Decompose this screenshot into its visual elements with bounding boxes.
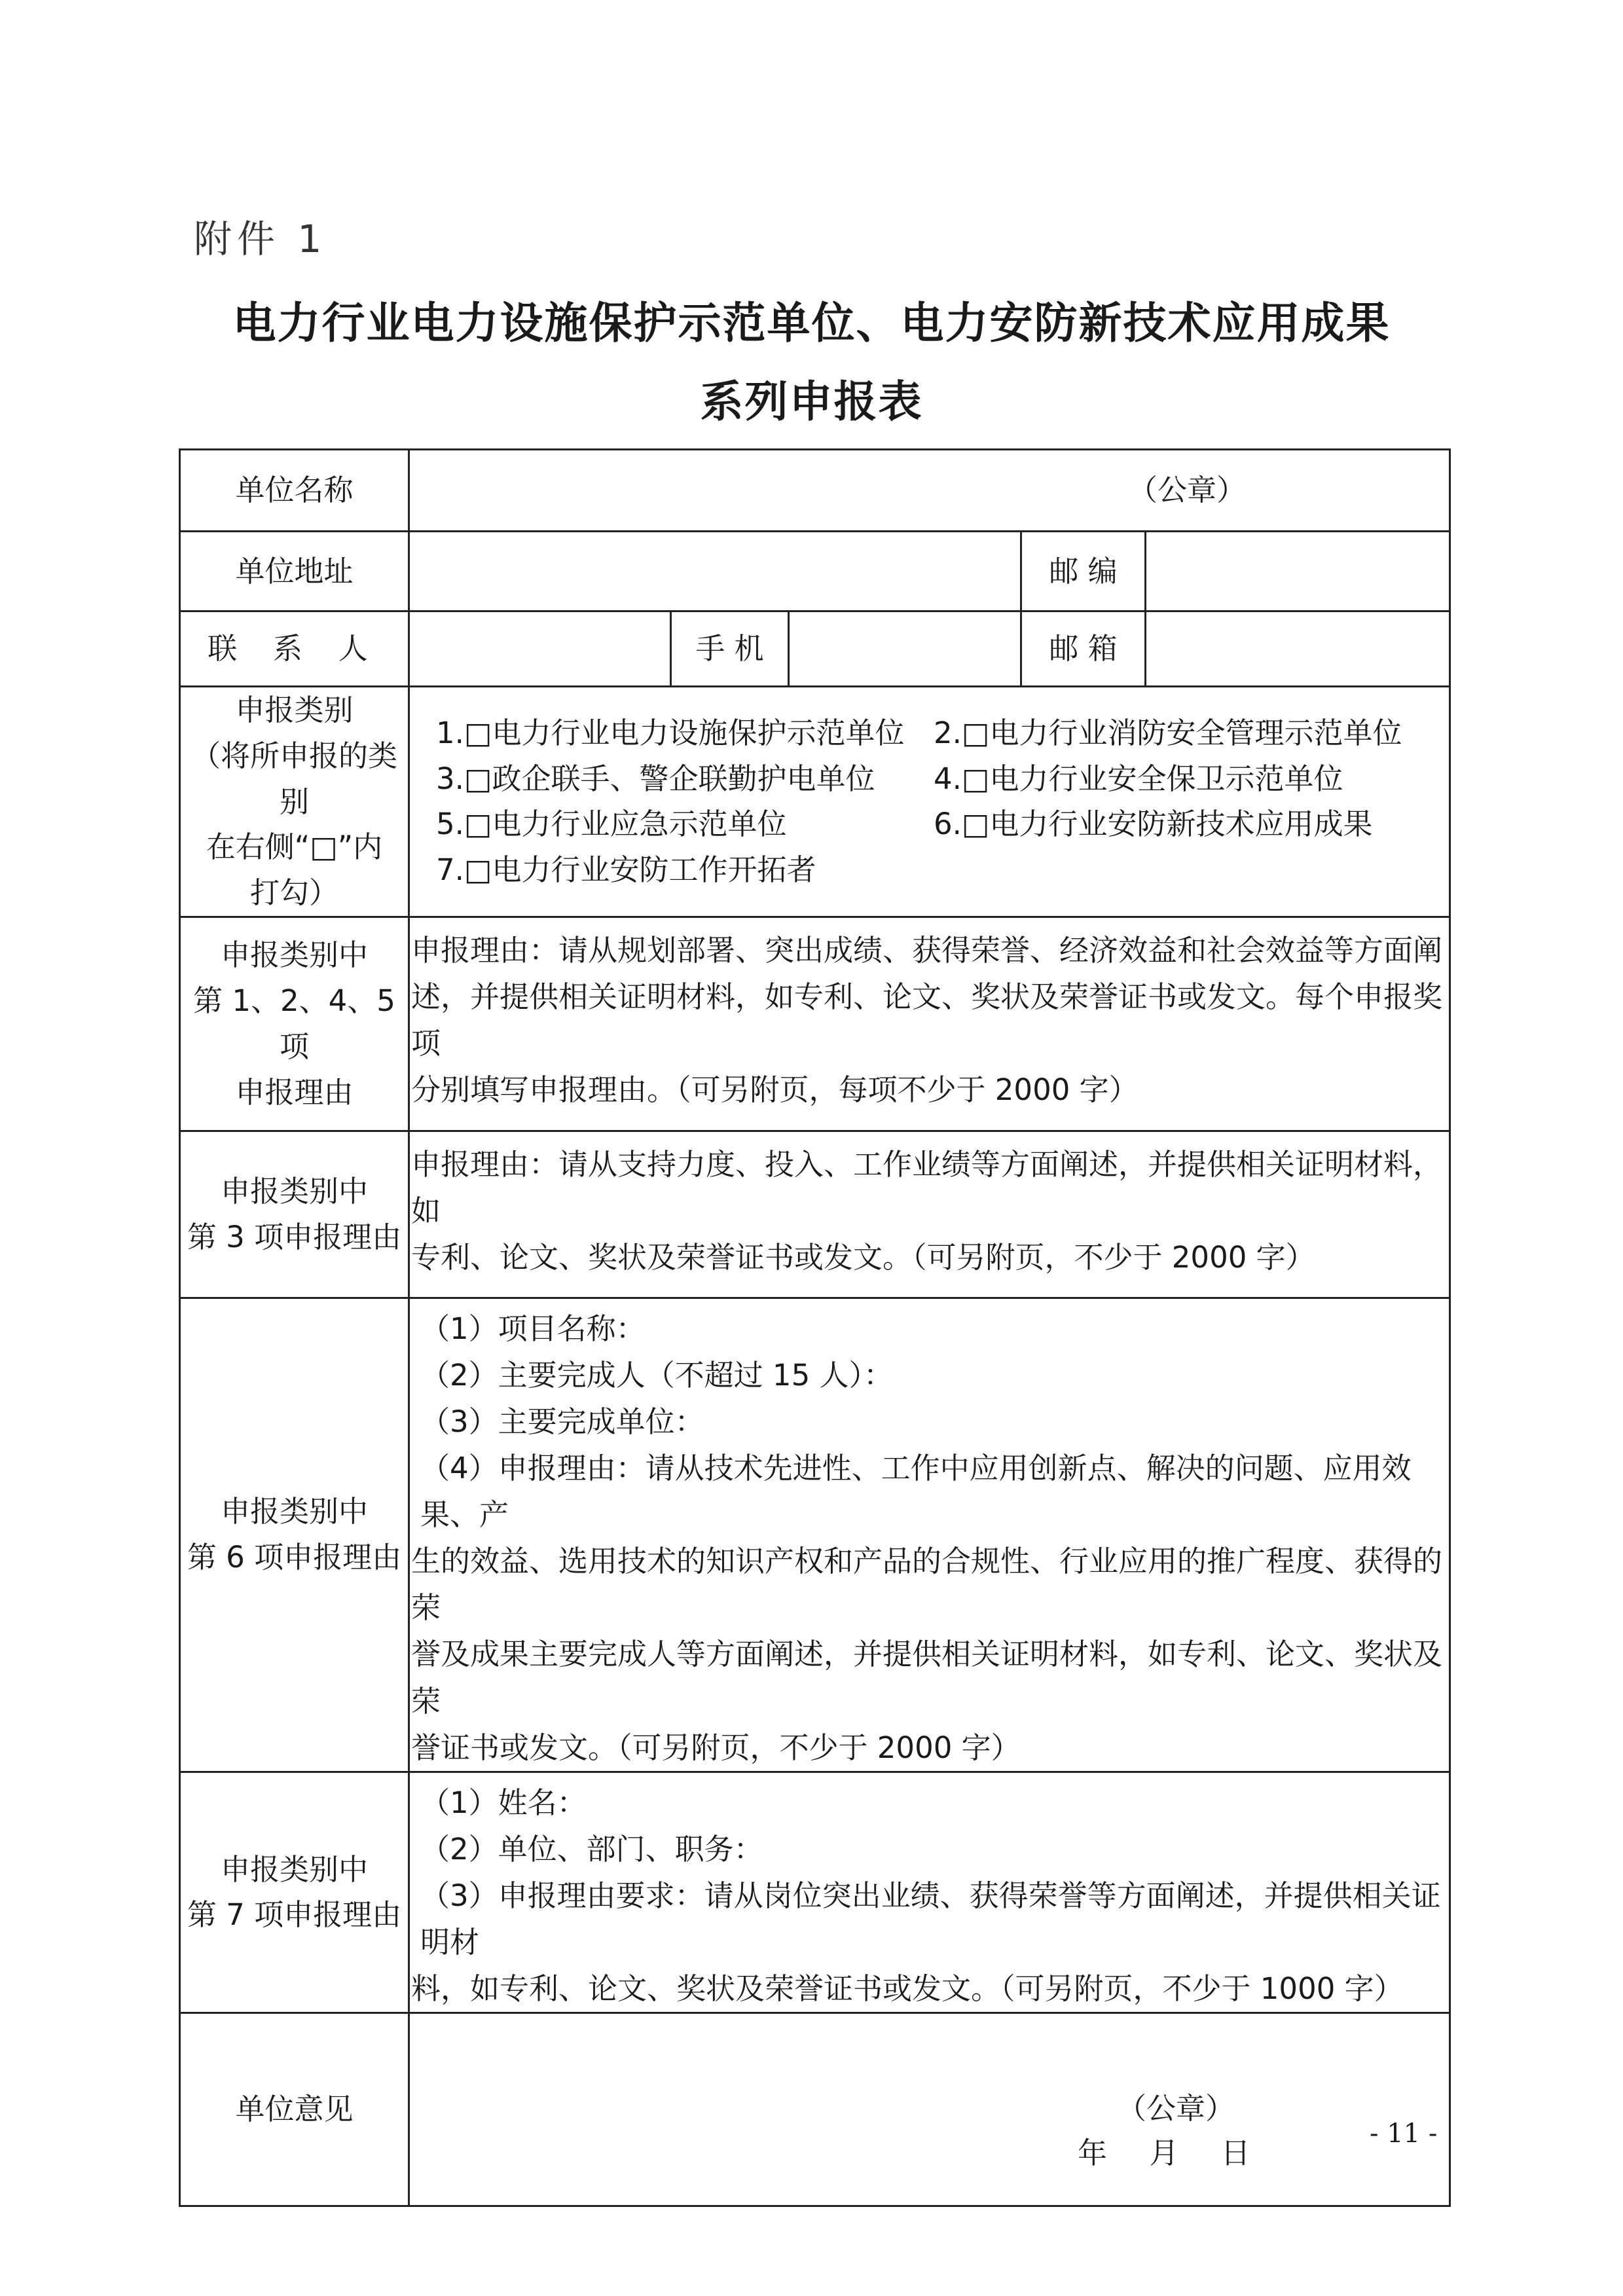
category-label-line: 在右侧“□”内 <box>206 829 383 865</box>
contact-row <box>180 611 1450 687</box>
opinion-seal: （公章） <box>1117 2091 1235 2126</box>
opinion-row <box>180 2013 1450 2206</box>
reason-1245-text: 分别填写申报理由。（可另附页，每项不少于 2000 字） <box>411 1072 1139 1108</box>
unit-address-field[interactable] <box>409 532 1021 611</box>
reason-7-text: 料，如专利、论文、奖状及荣誉证书或发文。（可另附页，不少于 1000 字） <box>411 1971 1404 2007</box>
reason-6-text: （4）申报理由：请从技术先进性、工作中应用创新点、解决的问题、应用效果、产 <box>420 1451 1412 1533</box>
reason-1245-row <box>180 917 1450 1131</box>
category-option-1[interactable]: 1.□电力行业电力设施保护示范单位 <box>436 715 905 750</box>
category-option-2[interactable]: 2.□电力行业消防安全管理示范单位 <box>934 715 1402 750</box>
form-title: 电力行业电力设施保护示范单位、电力安防新技术应用成果 <box>232 298 1391 348</box>
reason-6-text: 誉及成果主要完成人等方面阐述，并提供相关证明材料，如专利、论文、奖状及荣 <box>411 1637 1443 1719</box>
reason-3-label <box>180 1131 409 1298</box>
page-number: - 11 - <box>1370 2119 1438 2149</box>
reason-1245-label-line: 申报类别中 <box>220 938 368 973</box>
category-label <box>180 687 409 917</box>
reason-6-field[interactable] <box>409 1298 1450 1772</box>
reason-1245-label-line: 第 1、2、4、5 项 <box>193 983 395 1064</box>
category-label-line: 打勾） <box>249 875 338 910</box>
contact-field[interactable] <box>409 611 671 687</box>
email-label: 邮 箱 <box>1021 611 1146 687</box>
unit-dept-title-item: （2）单位、部门、职务： <box>420 1831 763 1867</box>
reason-6-text: 生的效益、选用技术的知识产权和产品的合规性、行业应用的推广程度、获得的荣 <box>411 1544 1443 1626</box>
reason-3-field[interactable] <box>409 1131 1450 1298</box>
reason-1245-label <box>180 917 409 1131</box>
unit-name-label: 单位名称 <box>180 450 409 532</box>
unit-address-row <box>180 532 1450 611</box>
attachment-label: 附件 1 <box>194 217 327 261</box>
reason-7-label <box>180 1772 409 2013</box>
application-form-table <box>179 448 1451 2207</box>
opinion-label: 单位意见 <box>180 2013 409 2206</box>
category-option-6[interactable]: 6.□电力行业安防新技术应用成果 <box>934 807 1373 842</box>
reason-6-text: 誉证书或发文。（可另附页，不少于 2000 字） <box>411 1730 1021 1765</box>
reason-1245-text: 述，并提供相关证明材料，如专利、论文、奖状及荣誉证书或发文。每个申报奖项 <box>411 979 1443 1061</box>
category-option-3[interactable]: 3.□政企联手、警企联勤护电单位 <box>436 761 875 796</box>
category-option-4[interactable]: 4.□电力行业安全保卫示范单位 <box>934 761 1343 796</box>
unit-name-row <box>180 450 1450 532</box>
category-options <box>409 687 1450 917</box>
reason-7-text: （3）申报理由要求：请从岗位突出业绩、获得荣誉等方面阐述，并提供相关证明材 <box>420 1878 1441 1959</box>
unit-address-label: 单位地址 <box>180 532 409 611</box>
category-label-line: 申报类别 <box>235 693 354 727</box>
date-year: 年 <box>1078 2136 1108 2171</box>
category-option-7[interactable]: 7.□电力行业安防工作开拓者 <box>436 852 816 888</box>
reason-3-text: 专利、论文、奖状及荣誉证书或发文。（可另附页，不少于 2000 字） <box>411 1239 1315 1275</box>
opinion-field[interactable] <box>409 2013 1450 2206</box>
date-month: 月 <box>1149 2136 1179 2171</box>
reason-7-label-line: 第 7 项申报理由 <box>187 1897 402 1933</box>
reason-6-label-line: 第 6 项申报理由 <box>187 1540 402 1575</box>
category-label-line: （将所申报的类别 <box>191 738 397 819</box>
name-item: （1）姓名： <box>420 1785 587 1820</box>
email-field[interactable] <box>1146 611 1450 687</box>
reason-3-text: 申报理由：请从支持力度、投入、工作业绩等方面阐述，并提供相关证明材料，如 <box>411 1146 1443 1228</box>
reason-3-row <box>180 1131 1450 1298</box>
opinion-date <box>1078 2130 1283 2176</box>
contact-label: 联 系 人 <box>180 611 409 687</box>
main-contributors-item: （2）主要完成人（不超过 15 人）： <box>420 1357 894 1393</box>
reason-7-row <box>180 1772 1450 2013</box>
reason-3-label-line: 申报类别中 <box>220 1174 368 1209</box>
unit-name-seal: （公章） <box>1128 473 1247 508</box>
reason-1245-text: 申报理由：请从规划部署、突出成绩、获得荣誉、经济效益和社会效益等方面阐 <box>411 932 1443 968</box>
reason-6-label <box>180 1298 409 1772</box>
mobile-label: 手 机 <box>671 611 789 687</box>
reason-6-row <box>180 1298 1450 1772</box>
reason-1245-label-line: 申报理由 <box>235 1074 354 1110</box>
unit-name-field[interactable] <box>409 450 1450 532</box>
reason-7-label-line: 申报类别中 <box>220 1851 368 1887</box>
reason-1245-field[interactable] <box>409 917 1450 1131</box>
postcode-label: 邮 编 <box>1021 532 1146 611</box>
reason-7-field[interactable] <box>409 1772 1450 2013</box>
postcode-field[interactable] <box>1146 532 1450 611</box>
category-row <box>180 687 1450 917</box>
main-units-item: （3）主要完成单位： <box>420 1404 704 1439</box>
form-subtitle: 系列申报表 <box>700 376 923 427</box>
date-day: 日 <box>1220 2136 1250 2171</box>
reason-6-label-line: 申报类别中 <box>220 1494 368 1529</box>
mobile-field[interactable] <box>789 611 1021 687</box>
reason-3-label-line: 第 3 项申报理由 <box>187 1219 402 1254</box>
project-name-item: （1）项目名称： <box>420 1311 646 1346</box>
category-option-5[interactable]: 5.□电力行业应急示范单位 <box>436 807 787 842</box>
